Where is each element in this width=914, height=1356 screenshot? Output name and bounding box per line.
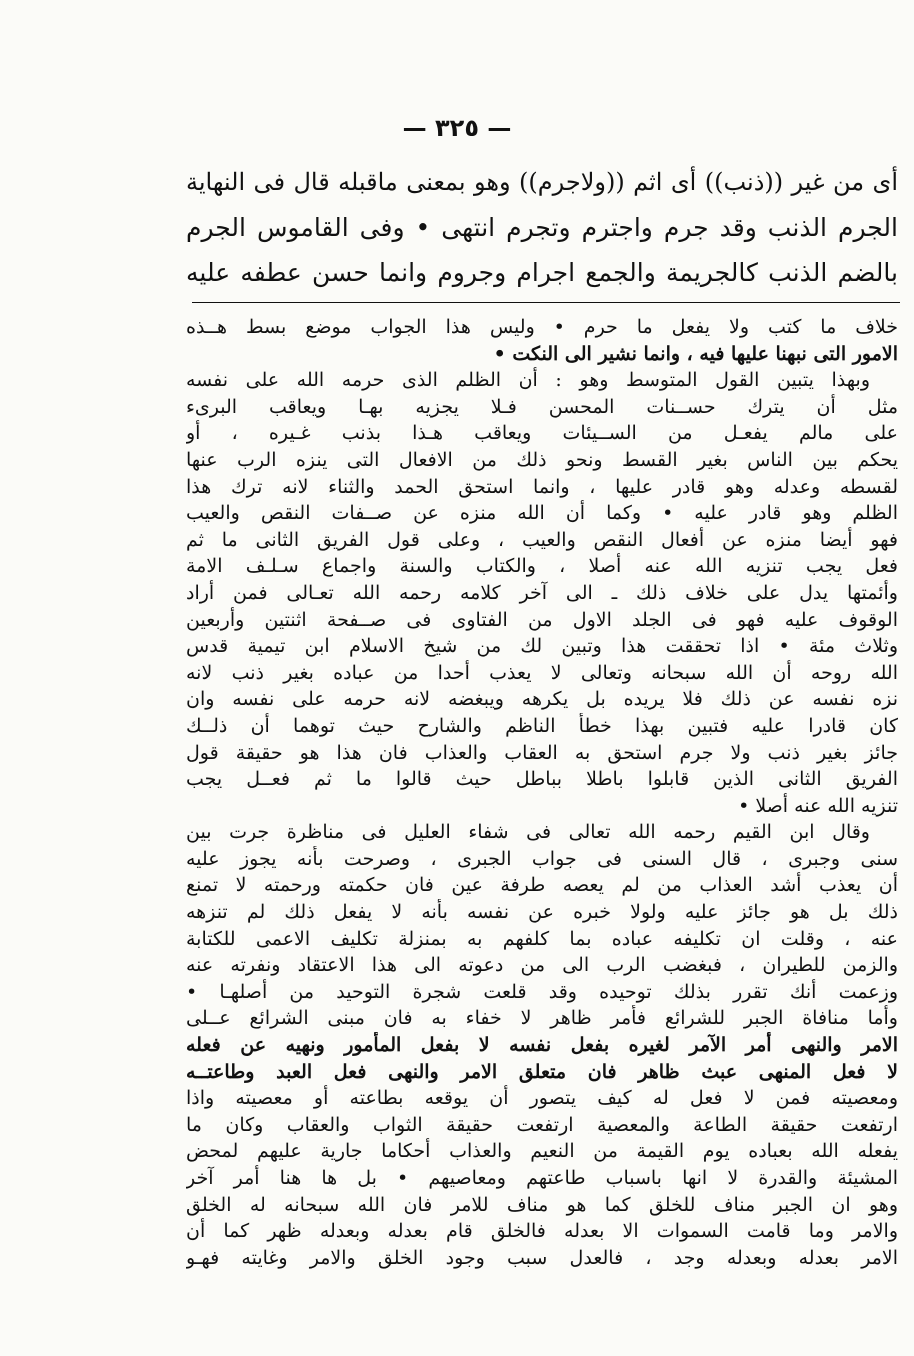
commentary-line: ذلك بل هو جائز عليه ولولا خبره عن نفسه بأنه لا يفعل ذلك لم تنزهه: [186, 901, 898, 924]
commentary-line: الامور التى نبهنا عليها فيه ، وانما نشير الى النكت •: [493, 342, 898, 365]
commentary-line: كان قادرا عليه فتبين بهذا خطأ الناظم والشارح حيث توهما أن ذلــك: [186, 714, 898, 737]
commentary-line: وهو ان الجبر مناف للخلق كما هو مناف للامر فان الله سبحانه له الخلق: [186, 1193, 898, 1216]
commentary-line: وقال ابن القيم رحمه الله تعالى فى شفاء العليل فى مناظرة جرت بين: [186, 821, 870, 844]
commentary-text: [186, 314, 898, 1271]
commentary-line: لقسطه وعدله وهو قادر عليها ، وانما استحق الحمد والثناء لانه ترك هذا: [186, 475, 898, 498]
main-text-line: أى من غير ((ذنب)) أى اثم ((ولاجرم)) وهو بمعنى ماقبله قال فى النهاية: [186, 168, 898, 196]
commentary-line: الله روحه أن الله سبحانه وتعالى لا يعذب أحدا من عباده بغير ذنب لانه: [186, 661, 898, 684]
commentary-line: الوقوف عليه فهو فى الجلد الاول من الفتاوى فى صــفحة اثنتين وأربعين: [186, 608, 898, 631]
section-divider: [192, 302, 900, 303]
commentary-line: والزمن للطيران ، فبغضب الرب الى من دعوته الى هذا الاعتقاد ونفرته عنه: [186, 954, 898, 977]
commentary-line: يفعله الله بعباده يوم القيمة من النعيم والعذاب أحكاما جارية عليهم لمحض: [186, 1140, 898, 1163]
commentary-line: نزه نفسه عن ذلك فلا يريده بل يكرهه ويبغضه لانه حرمه على نفسه وان: [186, 688, 898, 711]
commentary-line: وأما منافاة الجبر للشرائع فأمر ظاهر لا خفاء به فان مبنى الشرائع عــلى: [186, 1007, 898, 1030]
commentary-line: وثلاث مئة • اذا تحققت هذا وتبين لك من شيخ الاسلام ابن تيمية قدس: [186, 635, 898, 658]
commentary-line: وبهذا يتبين القول المتوسط وهو : أن الظلم الذى حرمه الله على نفسه: [186, 369, 870, 392]
commentary-line: الامر بعدله وبعدله وجد ، فالعدل سبب وجود الخلق والامر وغايته فهـو: [186, 1246, 898, 1269]
commentary-line: يحكم بين الناس بغير القسط ونحو ذلك من الافعال التى ينزه الرب عنها: [186, 448, 898, 471]
commentary-line: وزعمت أنك تقرر بذلك توحيده وقد قلعت شجرة التوحيد من أصلهـا •: [186, 980, 898, 1003]
main-text: [186, 160, 898, 295]
commentary-line: ومعصيته فمن لا فعل له كيف يتصور أن يوقعه بطاعته أو معصيته واذا: [186, 1087, 898, 1110]
commentary-line: فعل يجب تنزيه الله عنه أصلا ، والكتاب والسنة واجماع سـلـف الامة: [186, 555, 898, 578]
main-text-line: بالضم الذنب كالجريمة والجمع اجرام وجروم وانما حسن عطفه عليه: [186, 258, 898, 287]
page-number: — ٣٢٥ —: [402, 114, 512, 142]
commentary-line: والامر وما قامت السموات الا بعدله فالخلق قام بعدله وبعدله ظهر كما أن: [186, 1220, 898, 1243]
commentary-line: ارتفعت حقيقة الطاعة والمعصية ارتفعت حقيقة الثواب والعقاب وكان ما: [186, 1113, 898, 1136]
commentary-line: مثل أن يترك حســنات المحسن فـلا يجزيه بهـا ويعاقب البرىء: [186, 395, 898, 418]
commentary-line: المشيئة والقدرة لا انها باسباب طاعتهم ومعاصيهم • بل ها هنا أمر آخر: [186, 1167, 898, 1189]
commentary-line: جائز بغير ذنب ولا جرم استحق به العقاب والعذاب فان هذا هو حقيقة قول: [186, 741, 898, 764]
main-text-line: الجرم الذنب وقد جرم واجترم وتجرم انتهى • وفى القاموس الجرم: [186, 213, 898, 242]
commentary-line: لا فعل المنهى عبث ظاهر فان متعلق الامر والنهى فعل العبد وطاعتــه: [186, 1060, 898, 1083]
commentary-line: الامر والنهى أمر الآمر لغيره بفعل نفسه لا بفعل المأمور ونهيه عن فعله: [186, 1034, 898, 1057]
commentary-line: على مالم يفعـل من الســيئات ويعاقب هـذا بذنب غـيره ، أو: [186, 422, 898, 445]
commentary-line: الظلم وهو قادر عليه • وكما أن الله منزه عن صــفات النقص والعيب: [186, 502, 898, 525]
commentary-line: الفريق الثانى الذين قابلوا باطلا بباطل حيث قالوا ما ثم فعــل يجب: [186, 768, 898, 791]
commentary-line: خلاف ما كتب ولا يفعل ما حرم • وليس هذا الجواب موضع بسط هــذه: [186, 316, 898, 338]
commentary-line: وأئمتها يدل على خلاف ذلك ـ الى آخر كلامه رحمه الله تعـالى فمن أراد: [186, 581, 898, 604]
commentary-line: سنى وجبرى ، قال السنى فى جواب الجبرى ، وصرحت بأنه يجوز عليه: [186, 847, 898, 870]
commentary-line: أن يعذب أشد العذاب من لم يعصه طرفة عين فان حكمته ورحمته لا تمنع: [186, 874, 898, 897]
commentary-line: عنه ، وقلت ان تكليفه عباده بما كلفهم به بمنزلة تكليف الاعمى للكتابة: [186, 927, 898, 950]
commentary-line: تنزيه الله عنه أصلا •: [738, 794, 898, 817]
commentary-line: فهو أيضا منزه عن أفعال النقص والعيب ، وعلى قول الفريق الثانى ما ثم: [186, 528, 898, 551]
